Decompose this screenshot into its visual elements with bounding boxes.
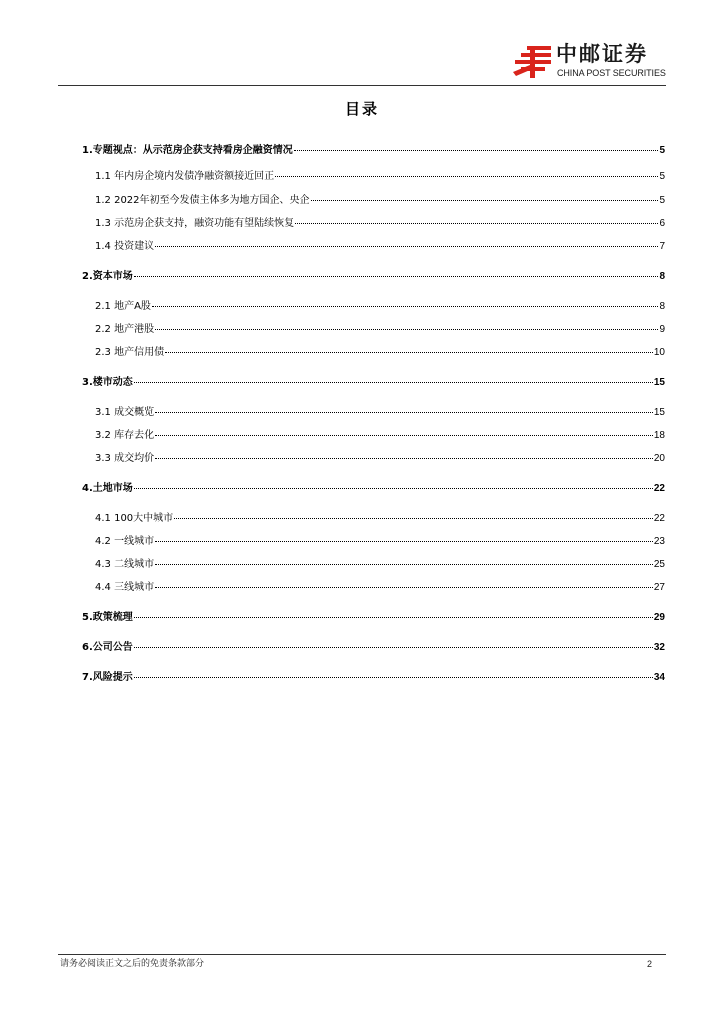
toc-leader-dots xyxy=(311,190,659,201)
toc-entry-label: 1.1 年内房企境内发债净融资额接近回正 xyxy=(95,171,275,182)
toc-entry-page: 27 xyxy=(653,582,665,593)
toc-leader-dots xyxy=(295,213,658,224)
page-header xyxy=(0,0,724,90)
toc-leader-dots xyxy=(134,607,653,618)
toc-leader-dots xyxy=(155,554,653,565)
toc-entry[interactable] xyxy=(95,192,665,206)
toc-entry-label: 1.2 2022年初至今发债主体多为地方国企、央企 xyxy=(95,195,310,206)
toc-entry-label: 5.政策梳理 xyxy=(82,612,133,623)
toc-entry[interactable] xyxy=(95,238,665,252)
toc-entry-label: 6.公司公告 xyxy=(82,642,133,653)
toc-entry-label: 4.1 100大中城市 xyxy=(95,513,174,524)
toc-leader-dots xyxy=(155,425,653,436)
toc-leader-dots xyxy=(134,637,653,648)
toc-entry[interactable] xyxy=(95,215,665,229)
toc-entry-label: 1.专题视点：从示范房企获支持看房企融资情况 xyxy=(82,145,293,156)
toc-entry-page: 32 xyxy=(653,642,665,653)
toc-entry-label: 2.2 地产港股 xyxy=(95,324,155,335)
toc-entry-label: 2.1 地产A股 xyxy=(95,301,151,312)
toc-entry-page: 34 xyxy=(653,672,665,683)
china-post-logo-icon xyxy=(513,45,553,79)
toc-entry-page: 18 xyxy=(653,430,665,441)
toc-leader-dots xyxy=(155,402,653,413)
toc-entry-label: 4.土地市场 xyxy=(82,483,133,494)
toc-entry[interactable] xyxy=(95,533,665,547)
toc-leader-dots xyxy=(134,478,653,489)
toc-entry-page: 6 xyxy=(659,218,665,229)
toc-leader-dots xyxy=(152,296,659,307)
toc-entry[interactable] xyxy=(95,579,665,593)
toc-entry-label: 1.4 投资建议 xyxy=(95,241,155,252)
toc-entry-page: 9 xyxy=(659,324,665,335)
header-divider xyxy=(58,85,666,86)
toc-entry-label: 3.楼市动态 xyxy=(82,377,133,388)
toc-entry-page: 22 xyxy=(653,513,665,524)
toc-entry-label: 3.3 成交均价 xyxy=(95,453,155,464)
toc-entry[interactable] xyxy=(82,268,665,282)
brand-name-cn: 中邮证券 xyxy=(556,42,648,66)
toc-entry-label: 7.风险提示 xyxy=(82,672,133,683)
toc-entry-page: 7 xyxy=(659,241,665,252)
toc-leader-dots xyxy=(294,140,659,151)
brand-name-en: CHINA POST SECURITIES xyxy=(557,68,666,78)
toc-leader-dots xyxy=(155,577,653,588)
toc-entry-page: 23 xyxy=(653,536,665,547)
toc-entry-label: 4.3 二线城市 xyxy=(95,559,155,570)
toc-entry-page: 8 xyxy=(659,271,665,282)
toc-entry[interactable] xyxy=(82,374,665,388)
toc-entry-label: 3.2 库存去化 xyxy=(95,430,155,441)
toc-leader-dots xyxy=(134,372,653,383)
toc-entry[interactable] xyxy=(95,168,665,182)
toc-leader-dots xyxy=(165,342,653,353)
toc-entry-page: 25 xyxy=(653,559,665,570)
footer-disclaimer: 请务必阅读正文之后的免责条款部分 xyxy=(60,959,205,969)
toc-leader-dots xyxy=(155,531,653,542)
toc-entry[interactable] xyxy=(82,669,665,683)
toc-entry-page: 15 xyxy=(653,377,665,388)
toc-entry-label: 2.3 地产信用债 xyxy=(95,347,165,358)
toc-entry-page: 5 xyxy=(659,195,665,206)
toc-entry[interactable] xyxy=(95,404,665,418)
toc-leader-dots xyxy=(275,166,658,177)
toc-entry[interactable] xyxy=(95,510,665,524)
toc-entry-page: 29 xyxy=(653,612,665,623)
toc-leader-dots xyxy=(174,508,653,519)
toc-entry-label: 1.3 示范房企获支持，融资功能有望陆续恢复 xyxy=(95,218,295,229)
footer-divider xyxy=(58,954,666,955)
toc-entry-label: 3.1 成交概览 xyxy=(95,407,155,418)
toc-entry[interactable] xyxy=(95,556,665,570)
toc-leader-dots xyxy=(155,236,658,247)
page-number: 2 xyxy=(646,959,652,969)
toc-entry-label: 4.4 三线城市 xyxy=(95,582,155,593)
toc-entry-page: 8 xyxy=(659,301,665,312)
toc-entry[interactable] xyxy=(95,344,665,358)
toc-entry-page: 20 xyxy=(653,453,665,464)
toc-title: 目录 xyxy=(344,100,379,118)
toc-entry-page: 22 xyxy=(653,483,665,494)
toc-entry[interactable] xyxy=(95,427,665,441)
toc-entry[interactable] xyxy=(82,609,665,623)
toc-entry-label: 4.2 一线城市 xyxy=(95,536,155,547)
toc-entry-label: 2.资本市场 xyxy=(82,271,133,282)
toc-leader-dots xyxy=(134,266,659,277)
toc-leader-dots xyxy=(155,448,653,459)
toc-entry[interactable] xyxy=(95,450,665,464)
toc-entry[interactable] xyxy=(82,639,665,653)
toc-entry[interactable] xyxy=(95,321,665,335)
toc-entry[interactable] xyxy=(95,298,665,312)
toc-entry[interactable] xyxy=(82,142,665,156)
toc-leader-dots xyxy=(134,667,653,678)
toc-leader-dots xyxy=(155,319,658,330)
toc-entry-page: 15 xyxy=(653,407,665,418)
toc-entry-page: 10 xyxy=(653,347,665,358)
toc-entry-page: 5 xyxy=(659,145,665,156)
toc-entry[interactable] xyxy=(82,480,665,494)
toc-entry-page: 5 xyxy=(659,171,665,182)
